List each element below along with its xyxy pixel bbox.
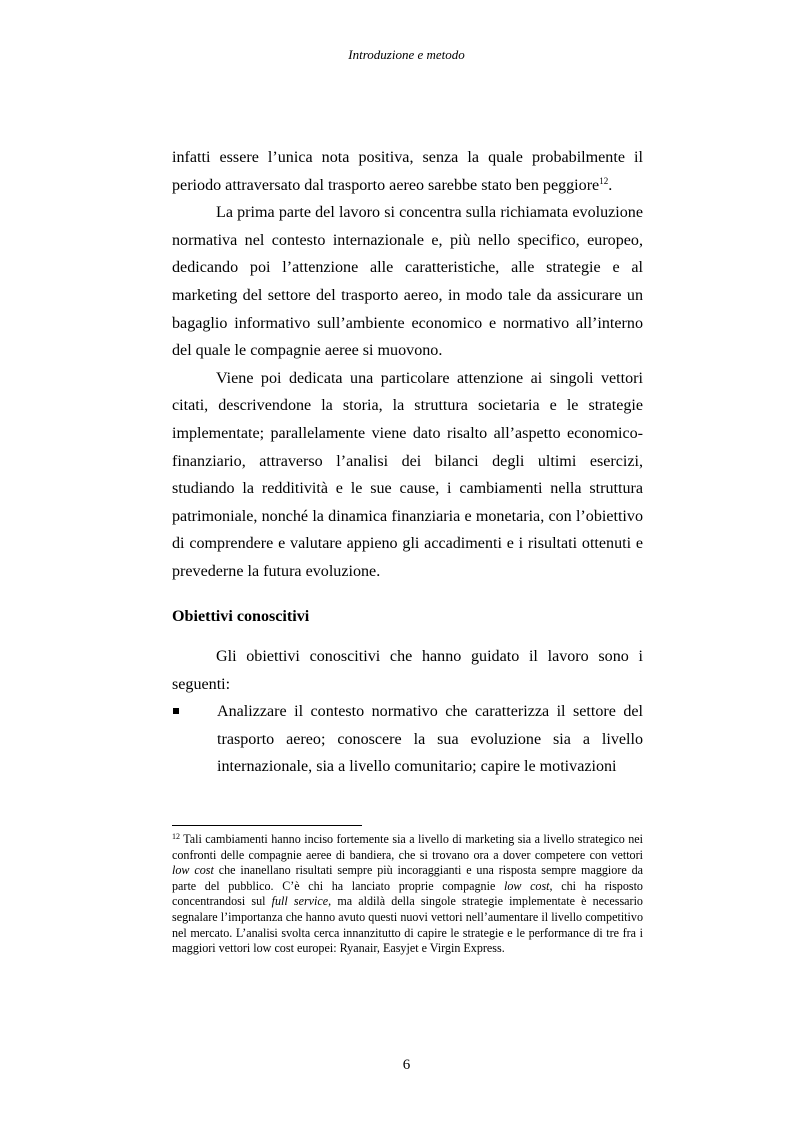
bullet-item-text: Analizzare il contesto normativo che caratterizza il settore del trasporto aereo; conoscere la sua evoluzione sia a livello internazionale, sia a livello comunitario; capire le motivazioni [217,703,643,776]
paragraph-2: La prima parte del lavoro si concentra sulla richiamata evoluzione normativa nel contesto internazionale e, più nello specifico, europeo, dedicando poi l’attenzione alle caratteristiche, alle strategie e al marketing del settore del trasporto aereo, in modo tale da assicurare un bagaglio informativo sull’ambiente economico e normativo all’interno del quale le compagnie aeree si muovono. [172,204,643,360]
footnote-number: 12 [172,832,180,841]
footnote-text-2: che inanellano risultati sempre più incoraggianti e una risposta sempre maggiore da parte del pubblico. C’è chi ha lanciato proprie compagnie [172,863,643,893]
section-heading: Obiettivi conoscitivi [172,607,310,625]
footnote-text-4: , ma aldilà della singole strategie implementate è necessario segnalare l’importanza che hanno avuto questi nuovi vettori nell’aumentare il livello competitivo nel mercato. L’analisi svolta cerca innanzitutto di capire le strategie e le performance di tre fra i maggiori vettori low cost europei: Ryanair, Easyjet e Virgin Express. [172,894,643,956]
footnote-emphasis-3: full service [271,894,329,909]
footnote-emphasis-1: low cost [172,863,214,878]
footnote-reference[interactable]: 12 [599,175,609,186]
paragraph-1-text: infatti essere l’unica nota positiva, senza la quale probabilmente il periodo attraversato dal trasporto aereo sarebbe stato ben peggiore [172,149,643,194]
bullet-item [172,698,643,781]
footnote-emphasis-2: low cost [503,878,550,893]
section-intro: Gli obiettivi conoscitivi che hanno guidato il lavoro sono i seguenti: [172,648,643,693]
footnote-text-3: , chi ha risposto concentrandosi sul [172,878,643,909]
page-number: 6 [402,1057,411,1073]
paragraph-1 [172,144,643,199]
paragraph-1-end: . [608,176,613,194]
running-head: Introduzione e metodo [348,47,465,62]
body-text [172,144,643,781]
footnote-separator [172,825,362,826]
footnote [172,832,643,957]
paragraph-3: Viene poi dedicata una particolare attenzione ai singoli vettori citati, descrivendone la storia, la struttura societaria e le strategie implementate; parallelamente viene dato risalto all’aspetto economico-finanziario, attraverso l’analisi dei bilanci degli ultimi esercizi, studiando la redditività e le sue cause, i cambiamenti nella struttura patrimoniale, nonché la dinamica finanziaria e monetaria, con l’obiettivo di comprendere e valutare appieno gli accadimenti e i risultati ottenuti e prevederne la futura evoluzione. [172,369,643,580]
footnote-text-1: Tali cambiamenti hanno inciso fortemente sia a livello di marketing sia a livello strategico nei confronti delle compagnie aeree di bandiera, che si trovano ora a dover competere con vettori [172,832,643,862]
square-bullet-icon [173,708,179,714]
